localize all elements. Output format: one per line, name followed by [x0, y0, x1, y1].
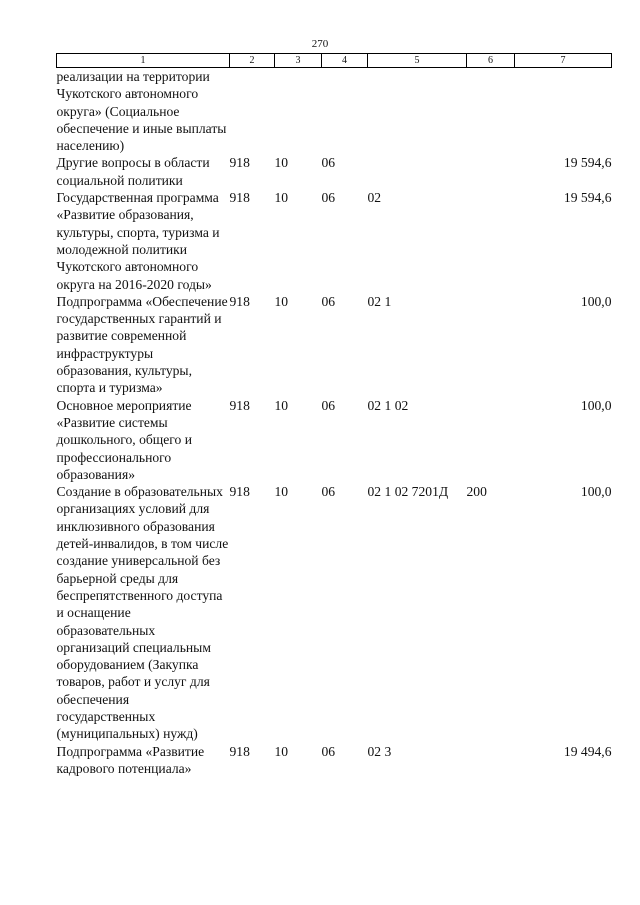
row-target: [368, 68, 467, 155]
row-name: Другие вопросы в области социальной политики: [56, 155, 210, 188]
row-expense-type: [467, 397, 515, 483]
row-ministry: 918: [229, 484, 250, 500]
table-row: [57, 68, 612, 155]
row-target: 02 3: [367, 743, 392, 759]
row-expense-type: [467, 743, 515, 778]
row-section: 10: [274, 484, 289, 500]
page-number: 270: [311, 38, 329, 50]
header-col-3: 3: [275, 54, 322, 68]
row-amount: 19 594,6: [563, 155, 612, 171]
row-expense-type: [467, 154, 515, 189]
row-target: 02 1: [367, 293, 392, 309]
row-section: 10: [274, 397, 289, 413]
row-ministry: 918: [229, 155, 250, 171]
row-section: 10: [274, 743, 289, 759]
row-subsection: 06: [321, 397, 336, 413]
table-row: [57, 293, 612, 397]
header-col-6: 6: [467, 54, 515, 68]
row-name: Подпрограмма «Развитие кадрового потенциала»: [56, 743, 205, 776]
header-col-7: 7: [515, 54, 612, 68]
row-ministry: 918: [229, 397, 250, 413]
row-ministry: 918: [229, 293, 250, 309]
table-row: [57, 483, 612, 742]
row-subsection: 06: [321, 293, 336, 309]
row-amount: 100,0: [580, 484, 612, 500]
row-ministry: 918: [229, 190, 250, 206]
row-expense-type: [467, 189, 515, 293]
table-header: [57, 54, 612, 68]
row-section: 10: [274, 155, 289, 171]
row-name: реализации на территории Чукотского автономного округа» (Социальное обеспечение и иные выплаты населению): [56, 69, 227, 154]
table-body: [57, 68, 612, 778]
budget-table: [56, 53, 612, 777]
row-amount: 19 494,6: [563, 743, 612, 759]
header-col-1: 1: [57, 54, 230, 68]
table-row: [57, 743, 612, 778]
table-row: [57, 154, 612, 189]
row-section: 10: [274, 293, 289, 309]
row-section: 10: [274, 190, 289, 206]
row-expense-type: 200: [466, 484, 487, 500]
row-subsection: 06: [321, 484, 336, 500]
row-amount: [515, 68, 612, 155]
row-subsection: [322, 68, 368, 155]
header-col-4: 4: [322, 54, 368, 68]
row-name: Создание в образовательных организациях условий для инклюзивного образования детей-инвалидов, в том числе создание универсальной без барьерной среды для беспрепятственного доступа и оснащение образовательных организаций специальным оборудованием (Закупка товаров, работ и услуг для обеспечения государственных (муниципальных) нужд): [56, 484, 229, 742]
row-target: 02 1 02: [367, 397, 409, 413]
header-row: [57, 54, 612, 68]
row-subsection: 06: [321, 190, 336, 206]
row-expense-type: [467, 68, 515, 155]
table-row: [57, 397, 612, 483]
row-expense-type: [467, 293, 515, 397]
row-name: Государственная программа «Развитие образования, культуры, спорта, туризма и молодежной политики Чукотского автономного округа на 2016-2020 годы»: [56, 190, 220, 292]
row-target: [368, 154, 467, 189]
row-subsection: 06: [321, 155, 336, 171]
row-amount: 100,0: [580, 293, 612, 309]
header-col-5: 5: [368, 54, 467, 68]
row-target: 02: [367, 190, 382, 206]
row-name: Основное мероприятие «Развитие системы дошкольного, общего и профессионального образования»: [56, 397, 193, 482]
row-ministry: 918: [229, 743, 250, 759]
row-section: [275, 68, 322, 155]
row-ministry: [230, 68, 275, 155]
table-row: [57, 189, 612, 293]
header-col-2: 2: [230, 54, 275, 68]
row-target: 02 1 02 7201Д: [367, 484, 449, 500]
row-amount: 100,0: [580, 397, 612, 413]
row-name: Подпрограмма «Обеспечение государственных гарантий и развитие современной инфраструктуры образования, культуры, спорта и туризма»: [56, 293, 228, 396]
row-subsection: 06: [321, 743, 336, 759]
row-amount: 19 594,6: [563, 190, 612, 206]
